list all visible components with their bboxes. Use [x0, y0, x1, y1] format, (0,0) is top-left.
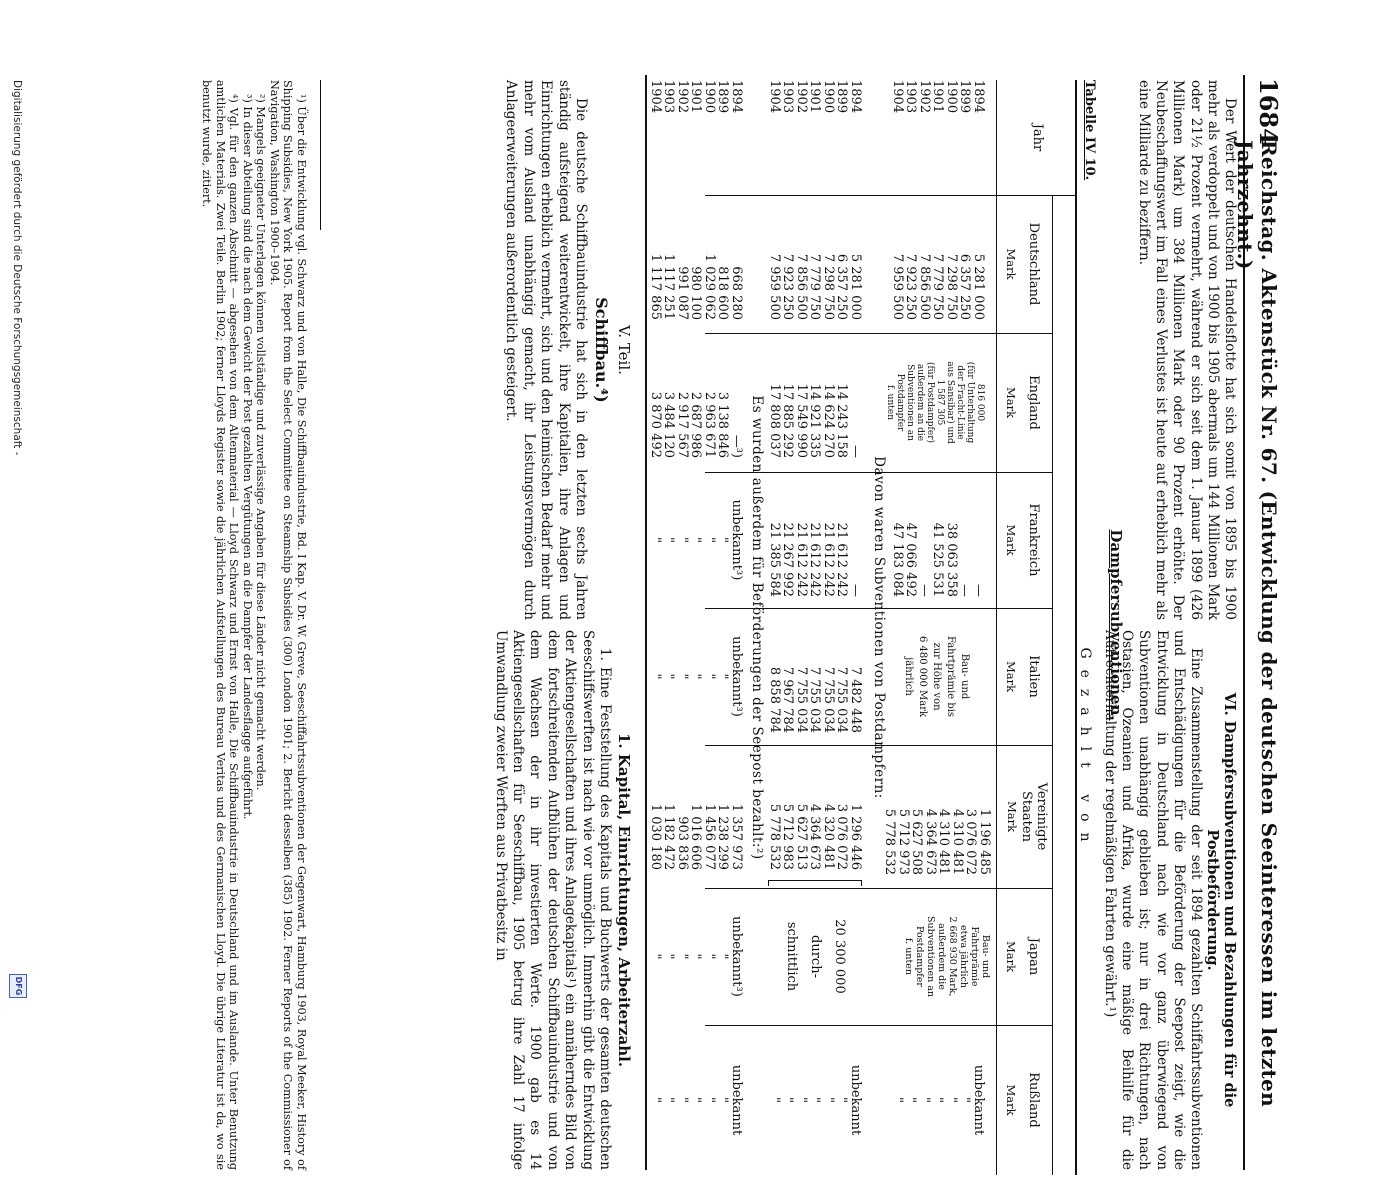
table-bottom-rule — [645, 75, 647, 1170]
value-cell: " — [903, 1097, 919, 1103]
value-cell: " — [834, 1097, 850, 1103]
block2-deutschland — [768, 195, 863, 320]
block2-japan — [779, 888, 851, 1025]
value-cell: Bau- und — [959, 653, 970, 700]
block1-japan — [903, 888, 991, 1025]
col-head-england-label: England — [1026, 375, 1041, 430]
block2-italien — [768, 608, 863, 733]
col-head-japan-label: Japan — [1026, 937, 1041, 976]
col-head-japan — [1003, 888, 1041, 1025]
value-cell: unbekannt³) — [729, 636, 744, 717]
value-cell: " — [675, 537, 690, 543]
value-cell: 1 117 865 — [648, 253, 663, 320]
value-cell: 2 917 567 — [675, 391, 690, 458]
subsidy-table — [702, 80, 1077, 1175]
value-cell: 1 587 305 — [935, 379, 945, 426]
col-head-england — [1003, 333, 1041, 472]
value-cell: Fahrtprämie — [969, 926, 980, 987]
unit-mark: Mark — [1004, 248, 1018, 280]
block3-italien — [649, 608, 744, 745]
col-head-frankreich — [1003, 472, 1041, 608]
block2-vereinigte-staaten — [768, 745, 863, 870]
value-cell: " — [648, 537, 663, 543]
year-cell: 1894 — [848, 80, 863, 114]
year-cell: 1899 — [715, 80, 731, 114]
value-cell: 20 300 000 — [832, 919, 847, 994]
value-cell: 7 779 750 — [930, 253, 946, 320]
value-cell: " — [648, 1097, 663, 1103]
value-cell: 5 627 513 — [794, 803, 809, 870]
intro-paragraph — [1135, 80, 1238, 620]
year-cell: 1904 — [648, 80, 663, 114]
value-cell: 7 755 034 — [794, 666, 809, 733]
value-cell: 17 808 037 — [767, 383, 782, 458]
page-title: Reichstag. Aktenstück Nr. 67. (Entwicklung der deutschen Seeinteressen im letzten Jahrzehnt.) — [1233, 140, 1281, 1107]
digitization-note: Digitalisierung gefördert durch die Deutsche Forschungsgemeinschaft - — [11, 80, 23, 456]
year-cell: 1903 — [903, 80, 919, 114]
section-1-text: 1. Eine Feststellung des Kapitals und Buchwerts der gesamten deutschen Seeschiffswerften ist nach wie vor unmöglich. Immerhin gibt die Entwicklung der Aktiengesellschaften und ihres Anlagekapitals¹) ein annäherndes Bild von dem fortschreitenden Aufblühen der deutschen Schiffbauindustrie und von dem Wachsen der in ihr investierten Werte. 1900 gab es 14 Aktiengesellschaften für Seeschiffbau, 1905 betrug ihre Zahl 17 infolge Umwandlung zweier Werften aus Privatbesitz in — [492, 630, 613, 1170]
value-cell: " — [890, 1097, 905, 1103]
year-cell: 1899 — [957, 80, 973, 114]
section-v — [502, 80, 635, 620]
value-cell: " — [930, 1097, 946, 1103]
header-divider — [1052, 195, 1053, 1175]
year-cell: 1901 — [807, 80, 823, 114]
year-cell: 1903 — [780, 80, 796, 114]
unit-mark: Mark — [1004, 1084, 1018, 1116]
value-cell: 3 076 072 — [834, 803, 850, 870]
value-cell: " — [917, 1097, 932, 1103]
value-cell: 7 856 500 — [794, 253, 809, 320]
value-cell: 1 296 446 — [848, 803, 863, 870]
value-cell: zur Höhe von — [931, 642, 942, 711]
value-cell: 3 870 492 — [648, 391, 663, 458]
value-cell: " — [702, 1097, 717, 1103]
year-cell: 1904 — [767, 80, 782, 114]
value-cell: " — [688, 1097, 704, 1103]
value-cell: Subventionen an — [905, 364, 915, 441]
section-vi-heading: VI. Dampfersubventionen und Bezahlungen für die Postbeförderung. — [1204, 692, 1238, 1108]
value-cell: Fahrtprämie bis — [945, 635, 956, 718]
value-cell: 2 687 986 — [688, 391, 704, 458]
year-cell: 1902 — [794, 80, 809, 114]
col-head-italien-label: Italien — [1026, 655, 1041, 698]
value-cell: 4 364 673 — [923, 808, 938, 875]
value-cell: 17 549 990 — [794, 383, 809, 458]
unit-mark: Mark — [1004, 524, 1018, 556]
value-cell: 1 182 472 — [661, 803, 677, 870]
value-cell: Postdampfer — [914, 926, 925, 987]
value-cell: etwa jährlich — [958, 924, 969, 989]
col-head-frankreich-label: Frankreich — [1026, 503, 1041, 577]
value-cell: 7 779 750 — [807, 253, 823, 320]
value-cell: " — [957, 1097, 973, 1103]
page-number: 1684 — [1254, 78, 1283, 145]
value-cell: 47 066 492 — [903, 522, 919, 597]
value-cell: " — [702, 537, 717, 543]
bracket-japan — [768, 880, 862, 886]
value-cell: f. unten — [903, 937, 914, 975]
value-cell: 1 117 251 — [661, 253, 677, 320]
value-cell: 14 243 158 — [834, 383, 850, 458]
year-cell: 1901 — [688, 80, 704, 114]
value-cell: 5 712 983 — [780, 803, 796, 870]
value-cell: — — [917, 584, 932, 597]
value-cell: " — [794, 1097, 809, 1103]
value-cell: 1 030 180 — [648, 803, 663, 870]
value-cell: 991 087 — [675, 266, 690, 320]
value-cell: — — [957, 584, 973, 597]
unit-mark: Mark — [1004, 660, 1018, 693]
value-cell: " — [807, 1097, 823, 1103]
value-cell: 6 357 250 — [957, 253, 973, 320]
value-cell: 668 280 — [729, 266, 744, 320]
value-cell: 21 612 242 — [821, 522, 836, 597]
value-cell: Bau- und — [980, 934, 991, 979]
value-cell: " — [767, 1097, 782, 1103]
value-cell: unbekannt — [729, 1064, 744, 1136]
block3-frankreich — [649, 472, 744, 608]
value-cell: 21 612 242 — [834, 522, 850, 597]
section-vi-text: Eine Zusammenstellung der seit 1894 gezahlten Schiffahrtssubventionen und Entschädigungen für die Beförderung der Seepost zeigt, wie die Entwicklung in Deutschland nach wie vor ganz überwiegend von Subventionen unabhängig geblieben ist; nur in drei Richtungen, nach Ostasien, Ozeanien und Afrika, wurde eine mäßige Beihilfe für die Aufrechterhaltung der regelmäßigen Fahrten gewährt.¹) — [1101, 630, 1204, 1170]
table-title: Dampfersubventionen. — [1107, 529, 1125, 721]
value-cell: " — [648, 673, 663, 680]
value-cell: 4 364 673 — [807, 803, 823, 870]
value-cell: " — [715, 537, 731, 543]
value-cell: außerdem an die — [915, 363, 925, 442]
value-cell: 903 836 — [675, 816, 690, 870]
value-cell: " — [688, 953, 704, 960]
value-cell: 17 885 292 — [780, 383, 796, 458]
value-cell: unbekannt — [848, 1064, 863, 1136]
intro-text: Der Wert der deutschen Handelsflotte hat sich somit von 1895 bis 1900 mehr als verdoppelt und von 1900 bis 1905 abermals um 144 Millionen Mark oder 21½ Prozent vermehrt, während er sich seit dem 1. Januar 1899 (426 Millionen Mark) um 384 Millionen Mark oder 90 Prozent erhöhte. Der Neubeschaffungswert im Fall eines Verlustes ist heute auf erheblich mehr als eine Milliarde zu beziffern. — [1135, 80, 1238, 620]
value-cell: 5 281 000 — [971, 253, 986, 320]
value-cell: schnittlich — [784, 921, 799, 992]
value-cell: 816 000 — [975, 383, 985, 422]
col-head-vereinigte-staaten — [1004, 745, 1049, 888]
value-cell: " — [648, 953, 663, 960]
footnote-1: ¹) Über die Entwicklung vgl. Schwarz und von Halle, Die Schiffbauindustrie, Bd. I Kap. V. Dr. W. Greve, Seeschiffahrtssubventionen der Gegenwart, Hamburg 1903, Royal Meeker, History of Shipping Subsidies, New York 1905. Report from the Select Committee on Steamship Subsidies (300) London 1901; 2. Bericht desselben (385) 1902. Ferner Reports of the Commissioner of Navigation, Washington 1900–1904. — [268, 80, 308, 1170]
value-cell: " — [688, 673, 704, 680]
value-cell: unbekannt³) — [729, 916, 744, 997]
value-cell: 3 484 120 — [661, 391, 677, 458]
value-cell: 5 281 000 — [848, 253, 863, 320]
footnote-separator — [320, 80, 321, 230]
year-cell: 1903 — [661, 80, 677, 114]
value-cell: Postdampfer — [895, 373, 905, 432]
col-head-vs-label: Vereinigte Staaten — [1019, 782, 1049, 851]
value-cell: — — [848, 445, 863, 458]
value-cell: " — [661, 673, 677, 680]
value-cell: (für Unterhaltung — [965, 361, 975, 444]
value-cell: 3 138 846 — [715, 391, 731, 458]
value-cell: 47 183 084 — [890, 522, 905, 597]
value-cell: " — [675, 1097, 690, 1103]
value-cell: " — [661, 537, 677, 543]
value-cell: 1 357 973 — [729, 803, 744, 870]
col-head-year: Jahr — [1030, 123, 1045, 152]
value-cell: " — [780, 1097, 796, 1103]
section-v-subheading: Schiffbau.⁴) — [592, 297, 611, 403]
block1-vereinigte-staaten — [883, 745, 991, 875]
block3-deutschland — [649, 195, 744, 320]
value-cell: durch- — [808, 935, 823, 978]
section-1-heading: 1. Kapital, Einrichtungen, Arbeiterzahl. — [615, 732, 633, 1068]
year-cell: 1894 — [971, 80, 986, 114]
block3-years — [649, 80, 744, 175]
block2-russland — [768, 1025, 863, 1175]
block3-england — [649, 333, 744, 458]
value-cell: 7 755 034 — [821, 666, 836, 733]
value-cell: 1 238 299 — [715, 803, 731, 870]
value-cell: —³) — [729, 434, 744, 458]
value-cell: 6 480 000 Mark — [917, 635, 928, 718]
value-cell: 41 525 531 — [930, 522, 946, 597]
value-cell: " — [702, 673, 717, 680]
year-cell: 1900 — [821, 80, 836, 114]
value-cell: 8 858 784 — [767, 666, 782, 733]
header-rule — [1243, 75, 1245, 1170]
value-cell: " — [675, 953, 690, 960]
col-head-deutschland-label: Deutschland — [1026, 222, 1041, 306]
block2-years — [768, 80, 863, 175]
year-cell: 1894 — [729, 80, 744, 114]
year-cell: 1902 — [917, 80, 932, 114]
value-cell: 7 959 500 — [890, 253, 905, 320]
header-bottom-rule — [996, 80, 997, 1175]
value-cell: " — [661, 1097, 677, 1103]
section-v-text: Die deutsche Schiffbauindustrie hat sich in den letzten sechs Jahren ständig aufsteigend weiterentwickelt, ihre Kapitalien, ihre Anlagen und Einrichtungen erheblich vermehrt, sich und den heimischen Bedarf mehr und mehr vom Ausland unabhängig gemacht, ihr Leistungsvermögen durch Anlageerweiterungen außerordentlich gesteigert. — [503, 80, 589, 620]
value-cell: " — [715, 673, 731, 680]
value-cell: 7 923 250 — [903, 253, 919, 320]
value-cell: jährlich — [903, 657, 914, 696]
page-header — [1233, 78, 1285, 1168]
block1-frankreich — [891, 472, 986, 597]
value-cell: " — [675, 673, 690, 680]
col-head-russland — [1003, 1025, 1041, 1175]
value-cell: 21 612 242 — [807, 522, 823, 597]
year-cell: 1900 — [944, 80, 959, 114]
value-cell: 980 100 — [688, 266, 704, 320]
value-cell: " — [715, 953, 731, 960]
value-cell: 6 357 250 — [834, 253, 850, 320]
block2-frankreich — [768, 472, 863, 597]
value-cell: 4 320 481 — [821, 803, 836, 870]
footnote-3: ³) In dieser Abteilung sind die nach dem Gewicht der Post gezahlten Vergütungen an die Dampfer der Landesflagge aufgeführt. — [241, 94, 254, 820]
value-cell: unbekannt — [971, 1064, 986, 1136]
block1-russland — [891, 1025, 986, 1175]
section-1 — [491, 630, 635, 1170]
value-cell: außerdem die — [936, 923, 947, 990]
value-cell: 5 627 508 — [909, 808, 925, 875]
col-head-deutschland — [1003, 195, 1041, 333]
value-cell: " — [702, 953, 717, 960]
value-cell: unbekannt³) — [729, 499, 744, 581]
value-cell: 3 076 072 — [963, 808, 979, 875]
block1-deutschland — [891, 195, 986, 320]
value-cell: 14 921 335 — [807, 383, 823, 458]
value-cell: 7 967 784 — [780, 666, 796, 733]
value-cell: " — [661, 953, 677, 960]
footnotes — [200, 80, 308, 1170]
year-cell: 1904 — [890, 80, 905, 114]
unit-mark: Mark — [1005, 800, 1019, 833]
unit-mark: Mark — [1004, 940, 1018, 973]
block3-vereinigte-staaten — [649, 745, 744, 870]
value-cell: 7 298 750 — [821, 253, 836, 320]
value-cell: 5 712 973 — [896, 808, 911, 875]
value-cell: 818 600 — [715, 266, 731, 320]
year-cell: 1901 — [930, 80, 946, 114]
year-cell: 1902 — [675, 80, 690, 114]
value-cell: 21 612 242 — [794, 522, 809, 597]
value-cell: " — [715, 1097, 731, 1103]
value-cell: 5 778 532 — [767, 803, 782, 870]
block1-italien — [901, 608, 971, 745]
value-cell: aus Sansibar) und — [945, 361, 955, 444]
footnote-2: ²) Mangels geeigneter Unterlagen können vollständige und zuverlässige Angaben für diese Länder nicht gemacht werden. — [254, 94, 268, 791]
value-cell: 4 310 481 — [950, 808, 965, 875]
col-head-russland-label: Rußland — [1026, 1072, 1041, 1128]
table-gezahlt-header: Gezahlt von — [1077, 647, 1093, 853]
value-cell: 2 668 930 Mark, — [947, 916, 958, 997]
block3-japan — [649, 888, 744, 1025]
value-cell: f. unten — [885, 384, 895, 421]
value-cell: 4 310 481 — [936, 808, 952, 875]
value-cell: 7 959 500 — [767, 253, 782, 320]
year-cell: 1899 — [834, 80, 850, 114]
value-cell: 21 385 584 — [767, 522, 782, 597]
value-cell: 1 456 077 — [702, 803, 717, 870]
block1-england — [885, 333, 985, 472]
seepost-heading: Es wurden außerdem für Beförderungen der Seepost bezahlt:²) — [749, 395, 765, 860]
block2-england — [768, 333, 863, 458]
value-cell: " — [821, 1097, 836, 1103]
value-cell: 7 755 034 — [834, 666, 850, 733]
value-cell: 1 196 485 — [977, 808, 992, 875]
table-label: Tabelle IV 10. — [1082, 80, 1097, 181]
block3-russland — [649, 1025, 744, 1175]
value-cell: " — [688, 537, 704, 543]
value-cell: (für Postdampfer) — [925, 361, 935, 444]
value-cell: 14 624 270 — [821, 383, 836, 458]
value-cell: 7 923 250 — [780, 253, 796, 320]
block1-years — [891, 80, 986, 175]
value-cell: 1 016 606 — [688, 803, 704, 870]
year-cell: 1900 — [702, 80, 717, 114]
value-cell: 38 063 358 — [944, 522, 959, 597]
dfg-logo: DFG — [9, 974, 27, 998]
unit-mark: Mark — [1004, 386, 1018, 419]
value-cell: 1 029 062 — [702, 253, 717, 320]
value-cell: 7 482 448 — [848, 666, 863, 733]
value-cell: 21 267 992 — [780, 522, 796, 597]
subsidy-postdampfer-heading: Davon waren Subventionen von Postdampfern: — [871, 456, 887, 799]
value-cell: 2 963 671 — [702, 391, 717, 458]
col-head-italien — [1003, 608, 1041, 745]
value-cell: 7 755 034 — [807, 666, 823, 733]
value-cell: 5 778 532 — [882, 808, 898, 875]
value-cell: der Fracht-Linie — [955, 365, 965, 440]
value-cell: " — [944, 1097, 959, 1103]
value-cell: Subventionen an — [925, 915, 936, 998]
value-cell: — — [848, 584, 863, 597]
value-cell: 7 298 750 — [944, 253, 959, 320]
footnote-4: ⁴) Vgl. für den ganzen Abschnitt — abgesehen von dem Altenmaterial — Lloyd Schwarz und Ernst von Halle, Die Schiffbauindustrie in Deutschland und im Auslande. Unter Benutzung amtlichen Materials. Zwei Teile. Berlin 1902; ferner Lloyds Register sowie die jährlichen Aufstellungen des Bureau Veritas und des Germanischen Lloyd. Die übrige Literatur ist da, wo sie benutzt wurde, zitiert. — [200, 80, 241, 1170]
value-cell: — — [971, 584, 986, 597]
section-v-heading: V. Teil. — [615, 325, 633, 375]
value-cell: 7 856 500 — [917, 253, 932, 320]
